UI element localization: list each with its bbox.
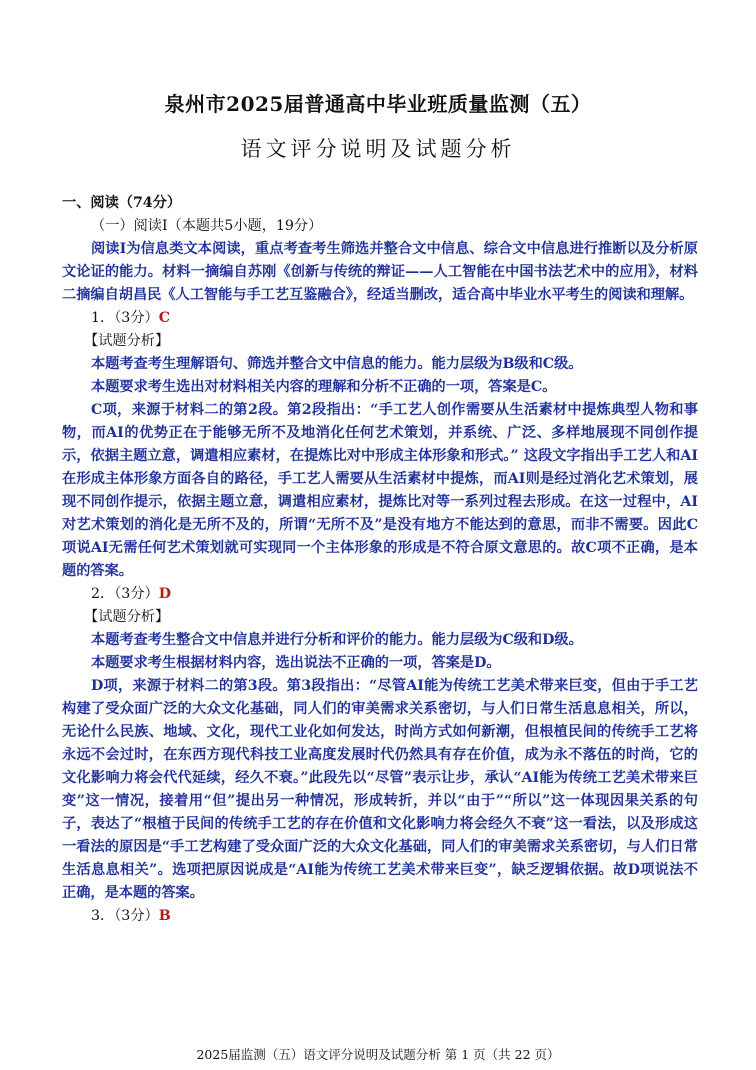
answer-letter: C [158, 310, 171, 326]
question-number: 1．（3分） [91, 310, 159, 326]
q1-ability: 本题考查考生理解语句、筛选并整合文中信息的能力。能力层级为B级和C级。 [91, 356, 583, 372]
question-3-header [62, 905, 698, 928]
q1-explanation: C项，来源于材料二的第2段。第2段指出：“手工艺人创作需要从生活素材中提炼典型人物和事物，而AI的优势正在于能够无所不及地消化任何艺术策划，并系统、广泛、多样地展现不同创作提示，依据主题立意，调遣相应素材，在提炼比对中形成主体形象和形式。” 这段文字指出手工艺人和AI在形成主体形象方面各自的路径，手工艺人需要从生活素材中提炼，而AI则是经过消化艺术策划，展现不同创作提示，依据主题立意，调遣相应素材，提炼比对等一系列过程去形成。在这一过程中，AI对艺术策划的消化是无所不及的，所谓“无所不及”是没有地方不能达到的意思，而非不需要。因此C项说AI无需任何艺术策划就可实现同一个主体形象的形成是不符合原文意思的。故C项不正确，是本题的答案。 [62, 402, 698, 579]
question-number: 3．（3分） [91, 908, 159, 924]
section-heading: 一、阅读（74分） [62, 195, 182, 211]
q2-requirement: 本题要求考生根据材料内容，选出说法不正确的一项，答案是D。 [91, 655, 501, 671]
answer-letter: D [158, 586, 172, 602]
q1-requirement: 本题要求考生选出对材料相关内容的理解和分析不正确的一项，答案是C。 [91, 379, 557, 395]
question-2-header [62, 583, 698, 606]
answer-letter: B [158, 908, 171, 924]
analysis-tag: 【试题分析】 [84, 609, 170, 625]
document-title: 泉州市2025届普通高中毕业班质量监测（五） [164, 92, 592, 116]
document-subtitle: 语文评分说明及试题分析 [240, 137, 516, 161]
analysis-tag: 【试题分析】 [84, 333, 170, 349]
page-footer: 2025届监测（五）语文评分说明及试题分析 第 1 页（共 22 页） [196, 1047, 560, 1062]
reading-intro: 阅读Ⅰ为信息类文本阅读，重点考查考生筛选并整合文中信息、综合文中信息进行推断以及分析原文论证的能力。材料一摘编自苏刚《创新与传统的辩证——人工智能在中国书法艺术中的应用》，材料二摘编自胡昌民《人工智能与手工艺互鉴融合》，经适当删改，适合高中毕业水平考生的阅读和理解。 [62, 241, 698, 303]
document-body [62, 192, 698, 928]
question-1-header [62, 307, 698, 330]
question-number: 2．（3分） [91, 586, 159, 602]
q2-explanation: D项，来源于材料二的第3段。第3段指出：“尽管AI能为传统工艺美术带来巨变，但由于手工艺构建了受众面广泛的大众文化基础，同人们的审美需求关系密切，与人们日常生活息息相关，所以，无论什么民族、地域、文化，现代工业化如何发达，时尚方式如何新潮，但根植民间的传统手工艺将永远不会过时，在东西方现代科技工业高度发展时代仍然具有存在价值，成为永不落伍的时尚，它的文化影响力将会代代延续，经久不衰。”此段先以“尽管”表示让步，承认“AI能为传统工艺美术带来巨变”这一情况，接着用“但”提出另一种情况，形成转折，并以“由于”“所以”这一体现因果关系的句子，表达了“根植于民间的传统手工艺的存在价值和文化影响力将会经久不衰”这一看法，以及形成这一看法的原因是“手工艺构建了受众面广泛的大众文化基础，同人们的审美需求关系密切，与人们日常生活息息相关”。选项把原因说成是“AI能为传统工艺美术带来巨变”，缺乏逻辑依据。故D项说法不正确，是本题的答案。 [62, 678, 698, 901]
q2-ability: 本题考查考生整合文中信息并进行分析和评价的能力。能力层级为C级和D级。 [91, 632, 583, 648]
part-heading: （一）阅读Ⅰ（本题共5小题，19分） [91, 218, 323, 234]
